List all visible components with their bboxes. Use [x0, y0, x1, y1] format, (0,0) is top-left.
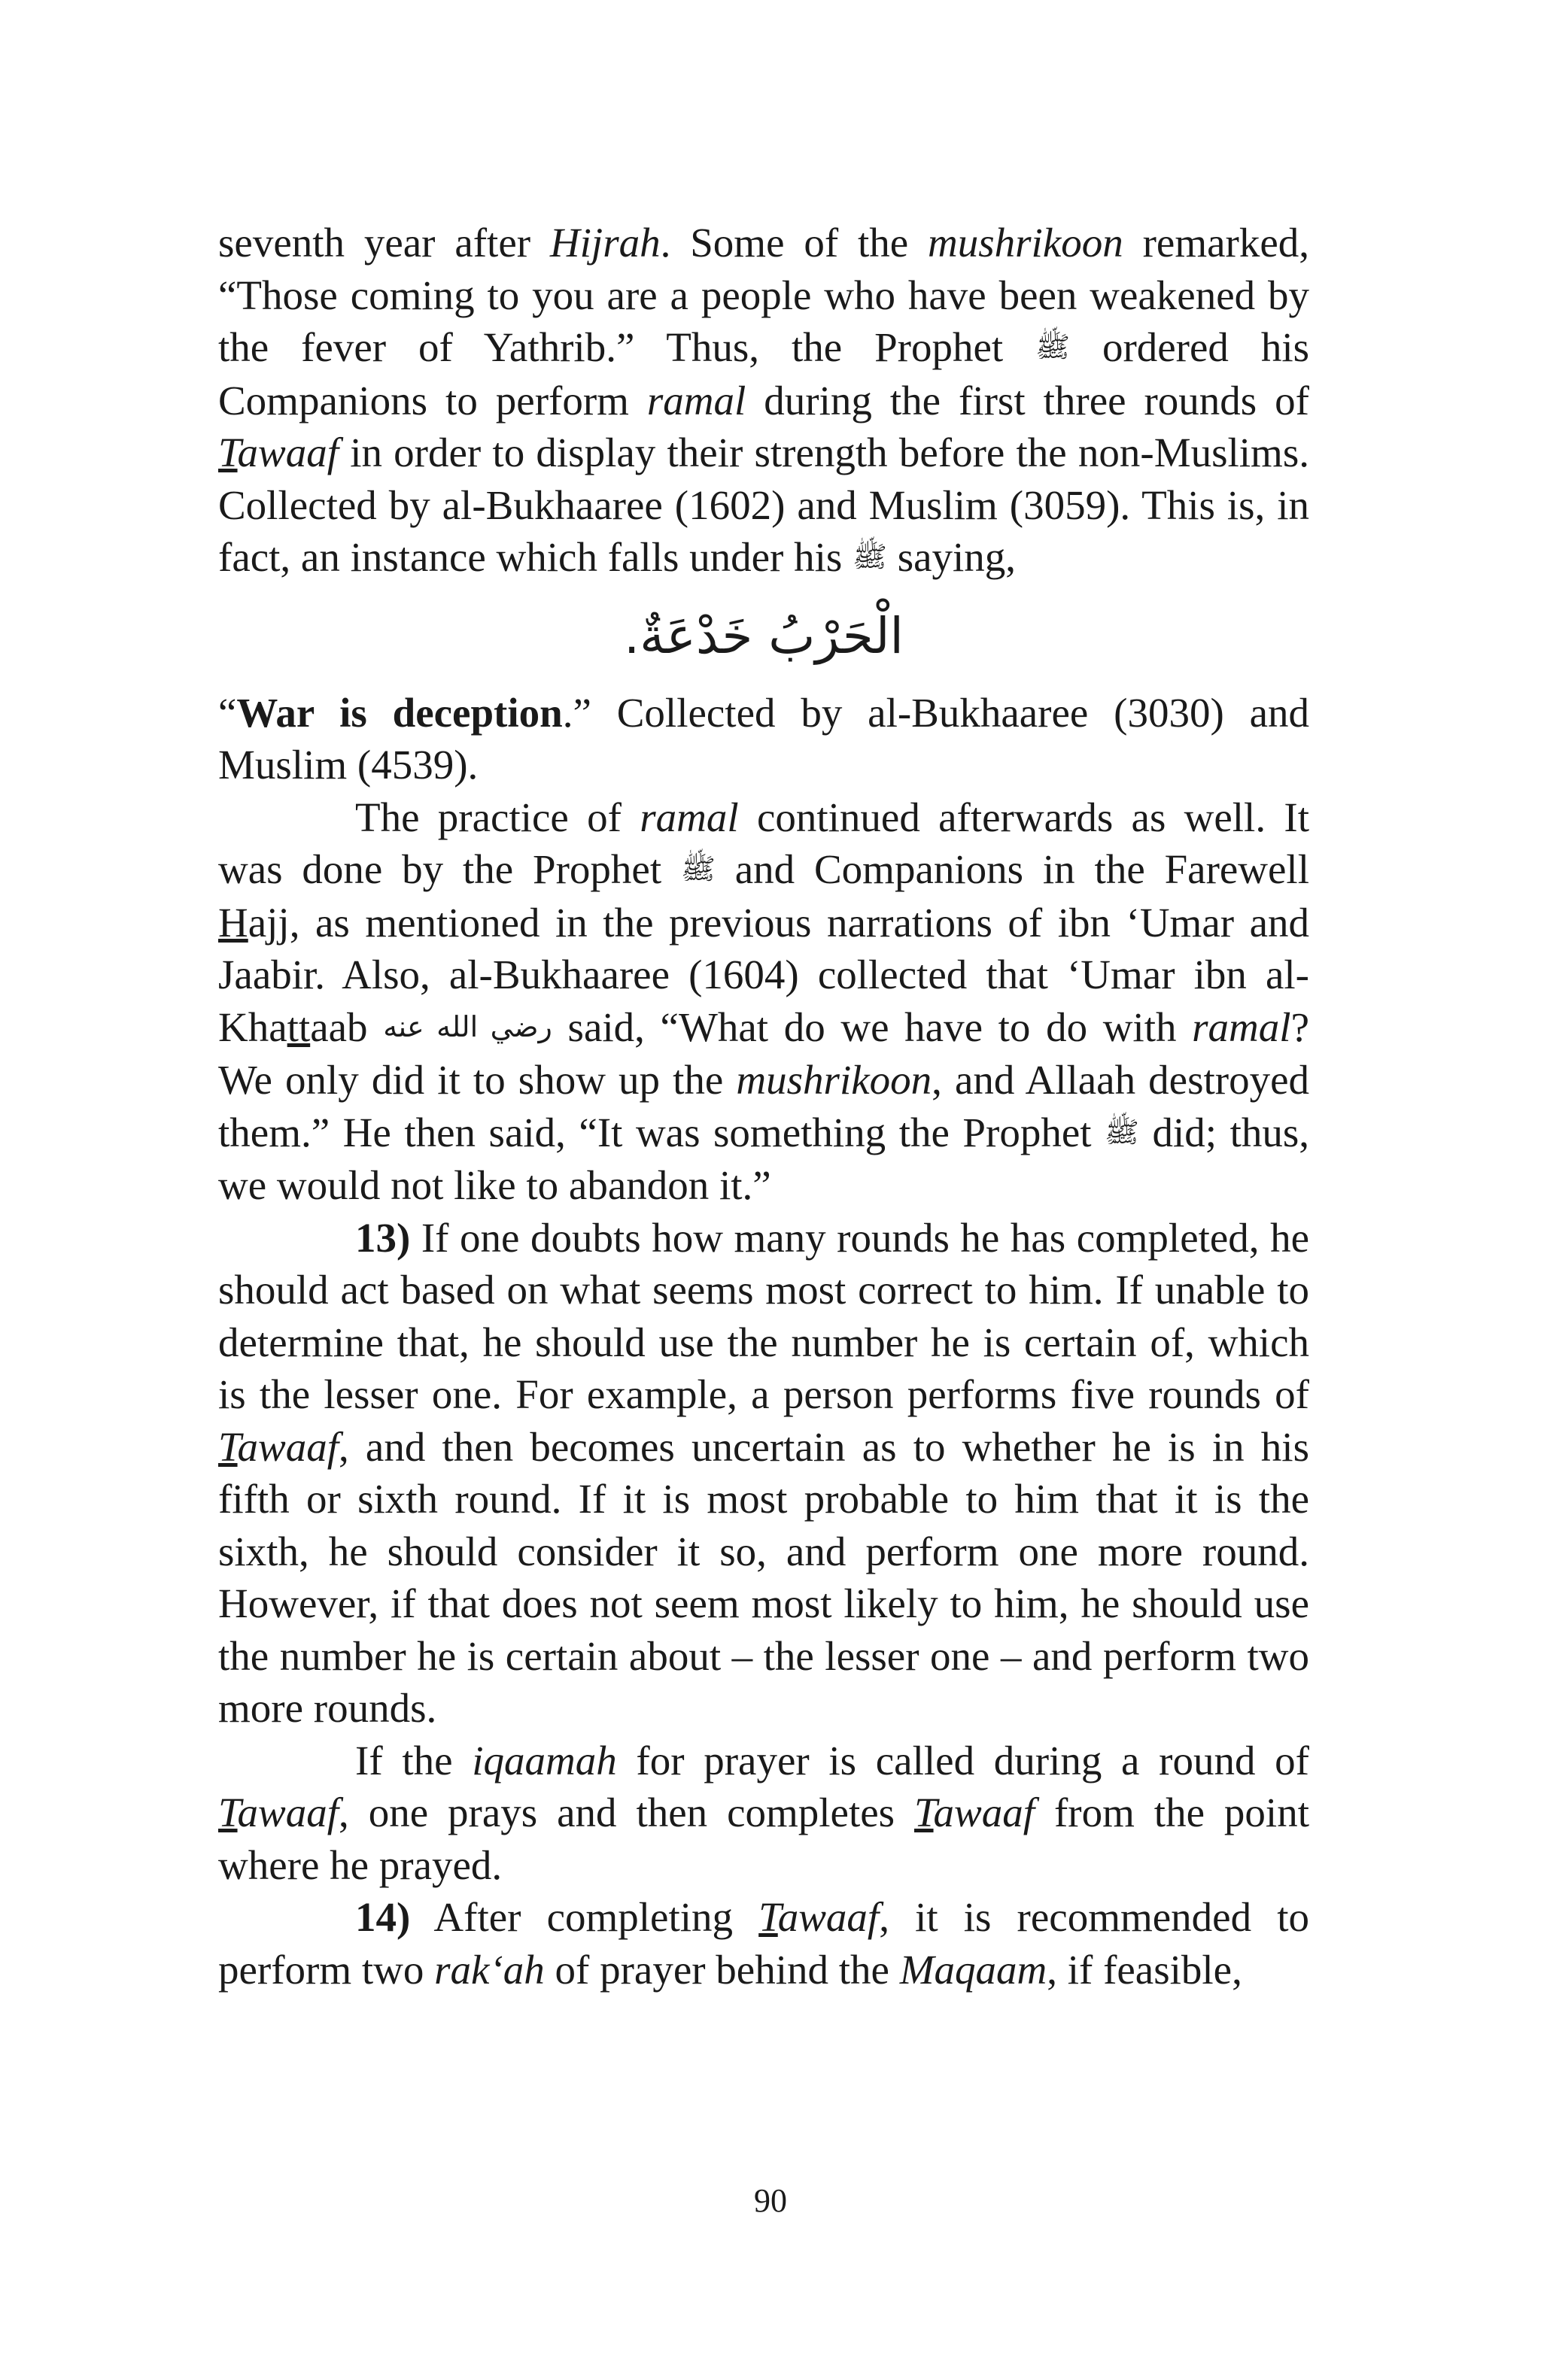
- salutation-glyph: ﷺ: [1105, 1116, 1139, 1149]
- salutation-glyph: ﷺ: [853, 542, 887, 573]
- text-run: ajj, as mentioned in the previous narrations of ibn ‘Umar and Jaabir. Also, al-Bukhaaree (1604) collected that ‘Umar ibn al-Kha: [218, 899, 1309, 1050]
- underlined-letter: T: [218, 430, 238, 475]
- text-run: , one prays and then completes: [339, 1790, 914, 1835]
- text-run: After completing: [410, 1894, 759, 1940]
- italic-term: ramal: [1192, 1003, 1291, 1050]
- text-run: , and then becomes uncertain as to whether he is in his fifth or sixth round. If it is most probable to him that it is the sixth, he should consider it so, and perform one more round. However, if that does not seem most likely to him, he should use the number he is certain about – the lesser one – and perform two more rounds.: [218, 1423, 1309, 1731]
- italic-term: awaaf: [237, 430, 339, 475]
- text-run: The practice of: [355, 794, 640, 840]
- text-run: said, “What do we have to do with: [552, 1003, 1193, 1050]
- italic-term: ramal: [640, 794, 739, 840]
- text-run: .” Collected by al-Bukhaaree (3030) and Muslim (4539).: [218, 689, 1309, 788]
- salutation-glyph: ﷺ: [680, 854, 716, 885]
- paragraph-5: [218, 1735, 1309, 1892]
- page-body: [218, 217, 1309, 1996]
- text-run: of prayer behind the: [544, 1946, 900, 1993]
- text-run: If the: [355, 1737, 473, 1783]
- text-run: “: [218, 689, 237, 736]
- text-run: saying,: [886, 534, 1017, 580]
- italic-term: Maqaam: [899, 1946, 1047, 1993]
- bold-quote: War is deception: [236, 689, 563, 736]
- italic-term: awaaf: [237, 1423, 339, 1470]
- text-run: and Companions in the Farewell: [715, 846, 1309, 892]
- text-run: ? We only did it to show up the: [218, 1003, 1309, 1103]
- text-run: If one doubts how many rounds he has completed, he should act based on what seems most correct to him. If unable to determine that, he should use the number he is certain of, which is the lesser one. For example, a person performs five rounds of: [218, 1214, 1309, 1417]
- text-run: , if feasible,: [1047, 1946, 1242, 1993]
- text-run: ordered his Companions to perform: [218, 324, 1310, 423]
- section-number: 13): [355, 1214, 411, 1261]
- text-run: . Some of the: [660, 220, 929, 266]
- italic-term: awaaf: [237, 1790, 339, 1835]
- underlined-letter: T: [218, 1423, 238, 1470]
- text-run: in order to display their strength before the non-Muslims. Collected by al-Bukhaaree (1602) and Muslim (3059). This is, in fact, an instance which falls under his: [218, 430, 1309, 580]
- underlined-letter: H: [218, 899, 248, 946]
- italic-term: Hijrah: [549, 220, 661, 266]
- paragraph-3: [218, 791, 1309, 1212]
- italic-term: ramal: [646, 377, 746, 423]
- italic-term: iqaamah: [472, 1737, 617, 1783]
- paragraph-2: [218, 687, 1309, 791]
- italic-term: awaaf: [777, 1894, 880, 1940]
- paragraph-6: [218, 1891, 1309, 1996]
- paragraph-4: [218, 1212, 1309, 1735]
- italic-term: rak‘ah: [434, 1946, 545, 1993]
- text-run: did; thus, we would not like to abandon it.”: [218, 1109, 1310, 1208]
- section-number: 14): [355, 1894, 411, 1940]
- underlined-letter: T: [914, 1790, 934, 1835]
- page-number: 90: [754, 2182, 787, 2219]
- text-run: aab: [310, 1003, 384, 1050]
- italic-term: mushrikoon: [928, 220, 1123, 266]
- honorific-glyph: رضي الله عنه: [383, 1011, 552, 1043]
- text-run: seventh year after: [218, 220, 550, 266]
- salutation-glyph: ﷺ: [1035, 332, 1071, 363]
- text-run: during the first three rounds of: [746, 377, 1309, 423]
- text-run: continued afterwards as well. It was done by the Prophet: [218, 794, 1309, 892]
- underlined-letter: T: [218, 1790, 238, 1835]
- text-run: remarked, “Those coming to you are a people who have been weakened by the fever of Yathrib.” Thus, the Prophet: [218, 220, 1309, 370]
- text-run: from the point where he prayed.: [218, 1790, 1309, 1888]
- paragraph-1: [218, 217, 1309, 584]
- arabic-quote: الْحَرْبُ خَدْعَةٌ.: [624, 606, 904, 665]
- text-run: , and Allaah destroyed them.” He then said, “It was something the Prophet: [218, 1057, 1310, 1155]
- text-run: , it is recommended to perform two: [218, 1894, 1309, 1993]
- italic-term: mushrikoon: [736, 1057, 932, 1103]
- underlined-letter: tt: [287, 1003, 311, 1050]
- italic-term: awaaf: [933, 1790, 1035, 1835]
- underlined-letter: T: [758, 1894, 778, 1940]
- text-run: for prayer is called during a round of: [616, 1737, 1309, 1783]
